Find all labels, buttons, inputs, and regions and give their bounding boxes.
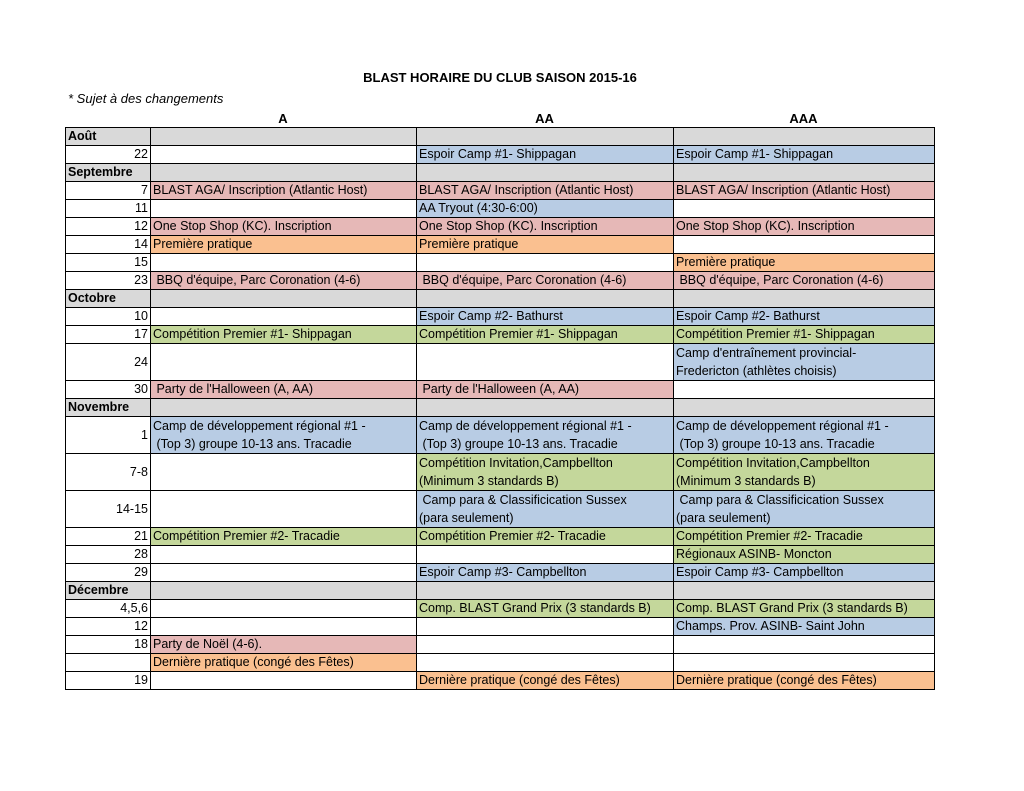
cell-a: Première pratique: [151, 236, 417, 254]
table-row: [66, 344, 935, 381]
cell-aa: [417, 618, 674, 636]
table-row: [66, 491, 935, 528]
table-row: [66, 454, 935, 491]
cell-line: (para seulement): [419, 511, 514, 525]
table-row: [66, 326, 935, 344]
cell-aa: [417, 417, 674, 454]
cell-a: [151, 344, 417, 381]
month-row: [66, 399, 935, 417]
cell-a: [151, 672, 417, 690]
table-row: [66, 218, 935, 236]
cell-aaa: BLAST AGA/ Inscription (Atlantic Host): [674, 182, 935, 200]
cell-a: Party de Noël (4-6).: [151, 636, 417, 654]
cell-aaa: [674, 344, 935, 381]
table-row: [66, 618, 935, 636]
cell-aaa: Régionaux ASINB- Moncton: [674, 546, 935, 564]
cell-a: [151, 546, 417, 564]
cell-aaa: [674, 636, 935, 654]
cell-aa: Compétition Premier #1- Shippagan: [417, 326, 674, 344]
cell-line: (Minimum 3 standards B): [676, 474, 816, 488]
table-row: [66, 308, 935, 326]
cell-aaa: [674, 454, 935, 491]
table-row: [66, 236, 935, 254]
cell-line: Fredericton (athlètes choisis): [676, 364, 837, 378]
table-row: [66, 254, 935, 272]
cell-aaa: [674, 236, 935, 254]
cell-line: (para seulement): [676, 511, 771, 525]
day-cell: 28: [66, 546, 151, 564]
cell-a: [151, 600, 417, 618]
cell-aaa: [674, 417, 935, 454]
cell-aaa: Compétition Premier #2- Tracadie: [674, 528, 935, 546]
cell-line: Camp de développement régional #1 -: [153, 419, 366, 433]
cell-a: [151, 200, 417, 218]
cell-aa: Première pratique: [417, 236, 674, 254]
cell-aaa: Champs. Prov. ASINB- Saint John: [674, 618, 935, 636]
day-cell: 14: [66, 236, 151, 254]
day-cell: 24: [66, 344, 151, 381]
table-row: [66, 182, 935, 200]
month-row: [66, 164, 935, 182]
table-row: [66, 417, 935, 454]
day-cell: 14-15: [66, 491, 151, 528]
cell-aa: Espoir Camp #3- Campbellton: [417, 564, 674, 582]
table-row: [66, 636, 935, 654]
table-row: [66, 146, 935, 164]
cell-a: BLAST AGA/ Inscription (Atlantic Host): [151, 182, 417, 200]
cell-aaa: Comp. BLAST Grand Prix (3 standards B): [674, 600, 935, 618]
table-row: [66, 546, 935, 564]
cell-aa: [417, 654, 674, 672]
cell-a: BBQ d'équipe, Parc Coronation (4-6): [151, 272, 417, 290]
day-cell: 1: [66, 417, 151, 454]
table-row: [66, 672, 935, 690]
cell-aa: Compétition Premier #2- Tracadie: [417, 528, 674, 546]
cell-a: [151, 564, 417, 582]
changes-note: * Sujet à des changements: [68, 91, 224, 106]
cell-line: Compétition Invitation,Campbellton: [676, 456, 870, 470]
cell-a: Party de l'Halloween (A, AA): [151, 381, 417, 399]
day-cell: 22: [66, 146, 151, 164]
cell-a: [151, 618, 417, 636]
cell-aa: Party de l'Halloween (A, AA): [417, 381, 674, 399]
cell-aa: BBQ d'équipe, Parc Coronation (4-6): [417, 272, 674, 290]
cell-line: (Top 3) groupe 10-13 ans. Tracadie: [676, 437, 875, 451]
column-header-a: A: [278, 111, 288, 126]
day-cell: 11: [66, 200, 151, 218]
cell-aa: BLAST AGA/ Inscription (Atlantic Host): [417, 182, 674, 200]
month-label: Décembre: [66, 582, 151, 600]
cell-aaa: Espoir Camp #3- Campbellton: [674, 564, 935, 582]
cell-aa: Comp. BLAST Grand Prix (3 standards B): [417, 600, 674, 618]
schedule-table: [65, 127, 935, 690]
table-row: [66, 600, 935, 618]
cell-aa: One Stop Shop (KC). Inscription: [417, 218, 674, 236]
column-header-aaa: AAA: [789, 111, 818, 126]
cell-aa: Dernière pratique (congé des Fêtes): [417, 672, 674, 690]
day-cell: 17: [66, 326, 151, 344]
day-cell: 12: [66, 618, 151, 636]
cell-aa: [417, 454, 674, 491]
cell-aaa: [674, 200, 935, 218]
table-row: [66, 272, 935, 290]
column-header-aa: AA: [535, 111, 554, 126]
cell-aa: Espoir Camp #2- Bathurst: [417, 308, 674, 326]
day-cell: 30: [66, 381, 151, 399]
month-label: Septembre: [66, 164, 151, 182]
table-row: [66, 528, 935, 546]
month-label: Octobre: [66, 290, 151, 308]
cell-aaa: [674, 654, 935, 672]
cell-aa: [417, 491, 674, 528]
day-cell: 19: [66, 672, 151, 690]
page-title: BLAST HORAIRE DU CLUB SAISON 2015-16: [363, 70, 637, 85]
cell-aaa: Première pratique: [674, 254, 935, 272]
cell-aa: [417, 546, 674, 564]
month-row: [66, 128, 935, 146]
cell-line: (Top 3) groupe 10-13 ans. Tracadie: [153, 437, 352, 451]
cell-a: [151, 491, 417, 528]
table-row: [66, 654, 935, 672]
cell-aa: [417, 636, 674, 654]
cell-line: Camp de développement régional #1 -: [676, 419, 889, 433]
cell-a: [151, 454, 417, 491]
cell-aaa: Espoir Camp #2- Bathurst: [674, 308, 935, 326]
cell-a: One Stop Shop (KC). Inscription: [151, 218, 417, 236]
cell-a: Compétition Premier #1- Shippagan: [151, 326, 417, 344]
cell-line: Camp d'entraînement provincial-: [676, 346, 857, 360]
cell-line: Compétition Invitation,Campbellton: [419, 456, 613, 470]
cell-aaa: Dernière pratique (congé des Fêtes): [674, 672, 935, 690]
cell-aa: AA Tryout (4:30-6:00): [417, 200, 674, 218]
cell-aaa: [674, 381, 935, 399]
month-row: [66, 290, 935, 308]
cell-aa: Espoir Camp #1- Shippagan: [417, 146, 674, 164]
cell-a: Dernière pratique (congé des Fêtes): [151, 654, 417, 672]
cell-aaa: [674, 491, 935, 528]
cell-line: (Minimum 3 standards B): [419, 474, 559, 488]
month-label: Novembre: [66, 399, 151, 417]
month-row: [66, 582, 935, 600]
day-cell: 4,5,6: [66, 600, 151, 618]
day-cell: 23: [66, 272, 151, 290]
table-row: [66, 564, 935, 582]
cell-line: Camp para & Classificication Sussex: [676, 493, 884, 507]
cell-a: Compétition Premier #2- Tracadie: [151, 528, 417, 546]
day-cell: 10: [66, 308, 151, 326]
month-label: Août: [66, 128, 151, 146]
day-cell: 21: [66, 528, 151, 546]
cell-aaa: One Stop Shop (KC). Inscription: [674, 218, 935, 236]
cell-line: (Top 3) groupe 10-13 ans. Tracadie: [419, 437, 618, 451]
cell-line: Camp para & Classificication Sussex: [419, 493, 627, 507]
cell-aa: [417, 344, 674, 381]
table-row: [66, 200, 935, 218]
cell-a: [151, 254, 417, 272]
cell-a: [151, 146, 417, 164]
day-cell: 7-8: [66, 454, 151, 491]
day-cell: 18: [66, 636, 151, 654]
cell-line: Camp de développement régional #1 -: [419, 419, 632, 433]
day-cell: 15: [66, 254, 151, 272]
cell-aaa: BBQ d'équipe, Parc Coronation (4-6): [674, 272, 935, 290]
day-cell: 29: [66, 564, 151, 582]
cell-aa: [417, 254, 674, 272]
cell-aaa: Compétition Premier #1- Shippagan: [674, 326, 935, 344]
cell-a: [151, 308, 417, 326]
cell-aaa: Espoir Camp #1- Shippagan: [674, 146, 935, 164]
day-cell: [66, 654, 151, 672]
day-cell: 12: [66, 218, 151, 236]
day-cell: 7: [66, 182, 151, 200]
table-row: [66, 381, 935, 399]
cell-a: [151, 417, 417, 454]
